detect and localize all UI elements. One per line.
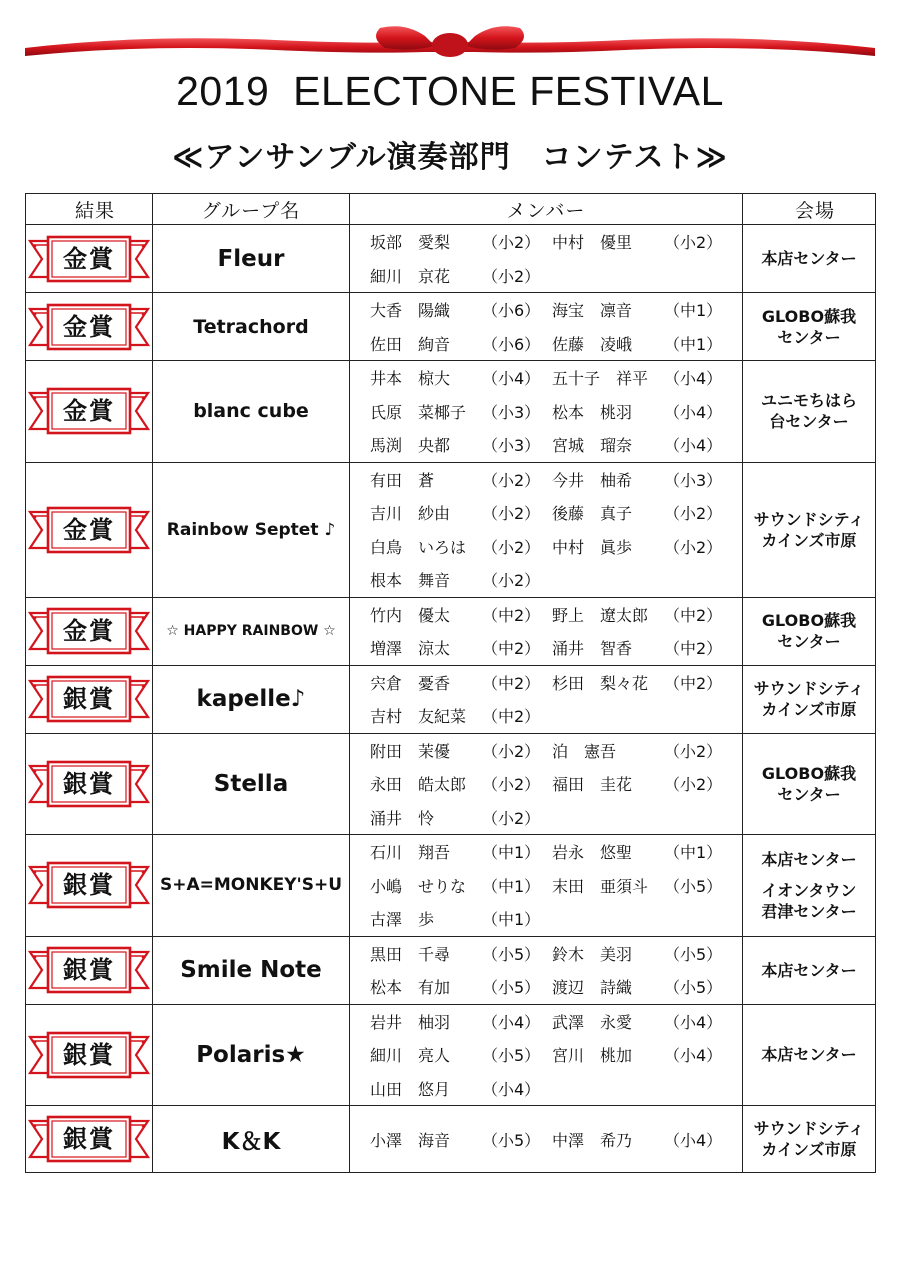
member-name: 海宝 凛音 <box>552 301 633 321</box>
award-cell <box>26 361 153 463</box>
members-cell <box>350 361 743 463</box>
member <box>552 1128 734 1151</box>
member <box>370 704 566 727</box>
member-name: 野上 遼太郎 <box>552 605 649 625</box>
venue <box>743 248 875 269</box>
member-name: 白鳥 いろは <box>370 537 467 557</box>
award-label: 金賞 <box>63 396 115 426</box>
ribbon-decoration <box>25 18 875 70</box>
member <box>552 772 734 795</box>
member-grade: （小3） <box>482 402 541 422</box>
member <box>370 975 552 998</box>
award-label: 銀賞 <box>63 768 115 798</box>
member <box>370 874 552 897</box>
member-name: 鈴木 美羽 <box>552 944 633 964</box>
member-grade: （小2） <box>482 470 541 490</box>
award-badge <box>28 859 150 911</box>
group-name: kapelle♪ <box>153 665 350 733</box>
member-grade: （小4） <box>482 369 541 389</box>
venue-line: サウンドシティ <box>753 1119 865 1138</box>
member-grade: （小2） <box>482 741 541 761</box>
member-grade: （小2） <box>664 504 723 524</box>
member-grade: （小4） <box>482 1079 541 1099</box>
venue-line: センター <box>777 632 841 651</box>
member-name: 後藤 真子 <box>552 504 633 524</box>
member-grade: （中2） <box>664 605 723 625</box>
venue-cell <box>743 225 876 293</box>
member-line <box>370 699 734 733</box>
members-cell <box>350 597 743 665</box>
member <box>370 942 552 965</box>
member-line <box>370 1122 734 1156</box>
member-grade: （中1） <box>482 876 541 896</box>
award-badge <box>28 385 150 437</box>
venue-cell <box>743 1106 876 1173</box>
member-grade: （小4） <box>482 1012 541 1032</box>
member-grade: （中1） <box>664 301 723 321</box>
member <box>370 739 552 762</box>
member-grade: （中2） <box>664 639 723 659</box>
member-line <box>370 767 734 801</box>
member-name: 永田 皓太郎 <box>370 775 467 795</box>
members-cell <box>350 1004 743 1106</box>
venue-cell <box>743 665 876 733</box>
member-name: 佐藤 凌峨 <box>552 334 633 354</box>
member <box>370 1128 552 1151</box>
venue-line: 台センター <box>769 412 849 432</box>
venue-line: カインズ市原 <box>761 1140 857 1159</box>
venue-line: GLOBO蘇我 <box>761 611 857 630</box>
member-line <box>370 428 734 462</box>
member <box>370 671 552 694</box>
members-cell <box>350 462 743 597</box>
member-name: 五十子 祥平 <box>552 369 649 389</box>
table-row <box>26 1004 876 1106</box>
member-name: 岩井 柚羽 <box>370 1012 451 1032</box>
member-name: 福田 圭花 <box>552 775 633 795</box>
member-name: 馬渕 央都 <box>370 436 451 456</box>
member-grade: （小5） <box>482 978 541 998</box>
member <box>370 501 552 524</box>
member-name: 中澤 希乃 <box>552 1130 633 1150</box>
member-grade: （小5） <box>664 876 723 896</box>
member <box>552 433 734 456</box>
member <box>552 366 734 389</box>
member <box>552 636 734 659</box>
member <box>552 671 734 694</box>
member <box>552 535 734 558</box>
venue <box>743 509 875 551</box>
award-badge <box>28 944 150 996</box>
member-name: 宮城 瑠奈 <box>552 436 633 456</box>
member-name: 泊 憲吾 <box>552 741 617 761</box>
member-line <box>370 631 734 665</box>
member-line <box>370 970 734 1004</box>
member <box>370 468 552 491</box>
group-name: Fleur <box>153 225 350 293</box>
member-grade: （中1） <box>664 334 723 354</box>
award-badge <box>28 504 150 556</box>
member-name: 吉川 紗由 <box>370 504 451 524</box>
table-header-row <box>26 194 876 225</box>
member <box>370 772 552 795</box>
venue-cell <box>743 1004 876 1106</box>
member-line <box>370 563 734 597</box>
member <box>370 230 552 253</box>
results-body <box>26 225 876 1173</box>
member-grade: （小6） <box>482 334 541 354</box>
award-label: 銀賞 <box>63 684 115 713</box>
member-name: 小澤 海音 <box>370 1130 451 1150</box>
venue-line: サウンドシティ <box>753 509 865 529</box>
award-badge <box>28 673 150 725</box>
member-grade: （小3） <box>664 470 723 490</box>
member-name: 小嶋 せりな <box>370 876 467 896</box>
member-name: 古澤 歩 <box>370 910 435 930</box>
member <box>370 840 552 863</box>
venue <box>743 849 875 870</box>
venue-line: ユニモちはら <box>760 391 857 411</box>
member <box>370 298 552 321</box>
award-cell <box>26 733 153 835</box>
member <box>370 1010 552 1033</box>
venue-line: 本店センター <box>761 960 857 980</box>
member-name: 末田 亜須斗 <box>552 876 649 896</box>
members-cell <box>350 936 743 1004</box>
members-cell <box>350 733 743 835</box>
award-badge <box>28 233 150 285</box>
header-result: 結果 <box>26 194 153 225</box>
member-name: 井本 椋大 <box>370 369 451 389</box>
member-name: 黒田 千尋 <box>370 944 451 964</box>
member-name: 杉田 梨々花 <box>552 673 649 693</box>
venue-cell <box>743 936 876 1004</box>
page-title: 2019 ELECTONE FESTIVAL <box>176 68 724 114</box>
award-label: 銀賞 <box>63 1124 115 1153</box>
member-grade: （小5） <box>482 1046 541 1066</box>
award-badge <box>28 301 150 353</box>
member-grade: （小4） <box>664 1012 723 1032</box>
member <box>552 230 734 253</box>
venue-line: 本店センター <box>761 849 857 869</box>
award-label: 金賞 <box>63 311 115 341</box>
member <box>370 366 552 389</box>
group-name: Polaris★ <box>153 1004 350 1106</box>
member-name: 中村 眞歩 <box>552 537 633 557</box>
results-table <box>25 193 876 1173</box>
member-line <box>370 327 734 361</box>
member-grade: （小2） <box>482 775 541 795</box>
member-grade: （小2） <box>482 504 541 524</box>
award-label: 金賞 <box>63 616 115 645</box>
award-cell <box>26 1106 153 1173</box>
member-line <box>370 259 734 293</box>
venue <box>743 390 875 432</box>
member-line <box>370 496 734 530</box>
member-name: 石川 翔吾 <box>370 843 451 863</box>
group-name: ☆ HAPPY RAINBOW ☆ <box>153 597 350 665</box>
member-grade: （小6） <box>482 301 541 321</box>
member <box>552 840 734 863</box>
member <box>370 806 566 829</box>
members-cell <box>350 225 743 293</box>
award-cell <box>26 225 153 293</box>
member-line <box>370 835 734 869</box>
table-row <box>26 361 876 463</box>
member <box>552 468 734 491</box>
member-grade: （小2） <box>482 233 541 253</box>
member <box>370 400 552 423</box>
member-name: 佐田 絢音 <box>370 334 451 354</box>
member-grade: （小2） <box>482 537 541 557</box>
member-line <box>370 937 734 971</box>
member-grade: （小5） <box>482 1130 541 1150</box>
venue-line: 本店センター <box>761 249 857 268</box>
venue-line: GLOBO蘇我 <box>761 306 857 326</box>
member-line <box>370 293 734 327</box>
award-cell <box>26 1004 153 1106</box>
table-row <box>26 733 876 835</box>
table-row <box>26 225 876 293</box>
member-name: 大香 陽織 <box>370 301 451 321</box>
member-name: 涌井 怜 <box>370 808 435 828</box>
member-grade: （小4） <box>664 436 723 456</box>
award-cell <box>26 293 153 361</box>
member-grade: （小2） <box>482 571 541 591</box>
award-cell <box>26 835 153 937</box>
award-badge <box>28 1113 150 1165</box>
member-grade: （小4） <box>664 1130 723 1150</box>
member <box>370 264 566 287</box>
member-name: 山田 悠月 <box>370 1079 451 1099</box>
member-name: 松本 有加 <box>370 978 451 998</box>
member-line <box>370 530 734 564</box>
member-name: 武澤 永愛 <box>552 1012 633 1032</box>
member-name: 増澤 涼太 <box>370 639 451 659</box>
member <box>552 1010 734 1033</box>
venue <box>743 306 875 348</box>
member <box>552 739 734 762</box>
member-name: 有田 蒼 <box>370 470 435 490</box>
member-name: 中村 優里 <box>552 233 633 253</box>
member-line <box>370 902 734 936</box>
member-line <box>370 1072 734 1106</box>
header-group: グループ名 <box>153 194 350 225</box>
venue <box>743 610 875 652</box>
member <box>370 603 552 626</box>
member-grade: （小5） <box>482 944 541 964</box>
member-grade: （小5） <box>664 944 723 964</box>
member-grade: （中2） <box>482 605 541 625</box>
member-grade: （小4） <box>664 1046 723 1066</box>
member-grade: （中1） <box>482 910 541 930</box>
member-name: 涌井 智香 <box>552 639 633 659</box>
member-grade: （中2） <box>482 673 541 693</box>
member-grade: （小2） <box>664 775 723 795</box>
venue-line: カインズ市原 <box>761 700 857 719</box>
table-row <box>26 665 876 733</box>
group-name: S+A=MONKEY'S+U <box>153 835 350 937</box>
member-line <box>370 598 734 632</box>
member <box>370 332 552 355</box>
member-name: 今井 柚希 <box>552 470 633 490</box>
venue-cell <box>743 733 876 835</box>
member <box>552 501 734 524</box>
table-row <box>26 835 876 937</box>
venue-line: 本店センター <box>761 1045 857 1065</box>
venue-line: 君津センター <box>761 901 857 921</box>
member <box>552 332 734 355</box>
member <box>370 568 566 591</box>
member-grade: （小5） <box>664 978 723 998</box>
venue-cell <box>743 462 876 597</box>
venue-cell <box>743 835 876 937</box>
member-grade: （中1） <box>482 843 541 863</box>
member <box>552 603 734 626</box>
award-cell <box>26 597 153 665</box>
table-row <box>26 1106 876 1173</box>
members-cell <box>350 1106 743 1173</box>
venue-line: センター <box>777 327 841 347</box>
member-line <box>370 869 734 903</box>
member-grade: （小2） <box>482 808 541 828</box>
member-line <box>370 361 734 395</box>
venue <box>743 763 875 805</box>
member-grade: （小2） <box>664 537 723 557</box>
table-row <box>26 293 876 361</box>
member-grade: （小4） <box>664 369 723 389</box>
member-name: 氏原 菜椰子 <box>370 402 467 422</box>
award-badge <box>28 758 150 810</box>
member <box>552 975 734 998</box>
member-name: 根本 舞音 <box>370 571 451 591</box>
venue-line: GLOBO蘇我 <box>761 763 857 783</box>
member-grade: （中2） <box>482 639 541 659</box>
member-grade: （中1） <box>664 843 723 863</box>
member-grade: （小2） <box>482 266 541 286</box>
member <box>552 942 734 965</box>
group-name: K＆K <box>153 1106 350 1173</box>
award-label: 銀賞 <box>63 955 115 984</box>
award-cell <box>26 462 153 597</box>
venue-line: カインズ市原 <box>761 530 857 550</box>
member-grade: （中2） <box>664 673 723 693</box>
member-line <box>370 1038 734 1072</box>
venue <box>743 880 875 922</box>
member-line <box>370 734 734 768</box>
table-row <box>26 462 876 597</box>
member <box>370 907 566 930</box>
award-cell <box>26 936 153 1004</box>
member <box>552 400 734 423</box>
members-cell <box>350 835 743 937</box>
member-line <box>370 801 734 835</box>
award-label: 銀賞 <box>63 870 115 900</box>
award-cell <box>26 665 153 733</box>
member-name: 渡辺 詩織 <box>552 978 633 998</box>
venue <box>743 960 875 981</box>
member-line <box>370 1005 734 1039</box>
header-venue: 会場 <box>743 194 876 225</box>
member-name: 附田 茉優 <box>370 741 451 761</box>
member-line <box>370 225 734 259</box>
group-name: Tetrachord <box>153 293 350 361</box>
member <box>370 433 552 456</box>
group-name: Smile Note <box>153 936 350 1004</box>
award-label: 金賞 <box>63 243 115 273</box>
award-label: 金賞 <box>63 514 115 544</box>
award-badge <box>28 1029 150 1081</box>
award-badge <box>28 605 150 657</box>
member-name: 坂部 愛梨 <box>370 233 451 253</box>
venue-line: センター <box>777 784 841 804</box>
member <box>552 298 734 321</box>
member-grade: （中2） <box>482 707 541 727</box>
member-name: 細川 京花 <box>370 266 451 286</box>
members-cell <box>350 293 743 361</box>
group-name: Rainbow Septet ♪ <box>153 462 350 597</box>
venue-cell <box>743 361 876 463</box>
award-label: 銀賞 <box>63 1039 115 1069</box>
page-subtitle: ≪アンサンブル演奏部門 コンテスト≫ <box>172 140 728 175</box>
venue <box>743 1044 875 1065</box>
member-grade: （小2） <box>664 741 723 761</box>
member-name: 吉村 友紀菜 <box>370 707 467 727</box>
member-name: 竹内 優太 <box>370 605 451 625</box>
member-grade: （小2） <box>664 233 723 253</box>
table-row <box>26 936 876 1004</box>
member <box>370 636 552 659</box>
member <box>370 535 552 558</box>
member-line <box>370 395 734 429</box>
member-name: 宮川 桃加 <box>552 1046 633 1066</box>
venue <box>743 1118 875 1160</box>
venue-line: サウンドシティ <box>753 679 865 698</box>
member-name: 細川 亮人 <box>370 1046 451 1066</box>
member-line <box>370 463 734 497</box>
venue <box>743 678 875 720</box>
venue-cell <box>743 597 876 665</box>
venue-cell <box>743 293 876 361</box>
members-cell <box>350 665 743 733</box>
member-grade: （小4） <box>664 402 723 422</box>
member-line <box>370 666 734 700</box>
header-members: メンバー <box>350 194 743 225</box>
member <box>552 1043 734 1066</box>
table-row <box>26 597 876 665</box>
member <box>552 874 734 897</box>
member-name: 宍倉 憂香 <box>370 673 451 693</box>
group-name: Stella <box>153 733 350 835</box>
group-name: blanc cube <box>153 361 350 463</box>
member-name: 岩永 悠聖 <box>552 843 633 863</box>
member <box>370 1077 566 1100</box>
member-grade: （小3） <box>482 436 541 456</box>
venue-line: イオンタウン <box>761 880 857 900</box>
member <box>370 1043 552 1066</box>
member-name: 松本 桃羽 <box>552 402 633 422</box>
